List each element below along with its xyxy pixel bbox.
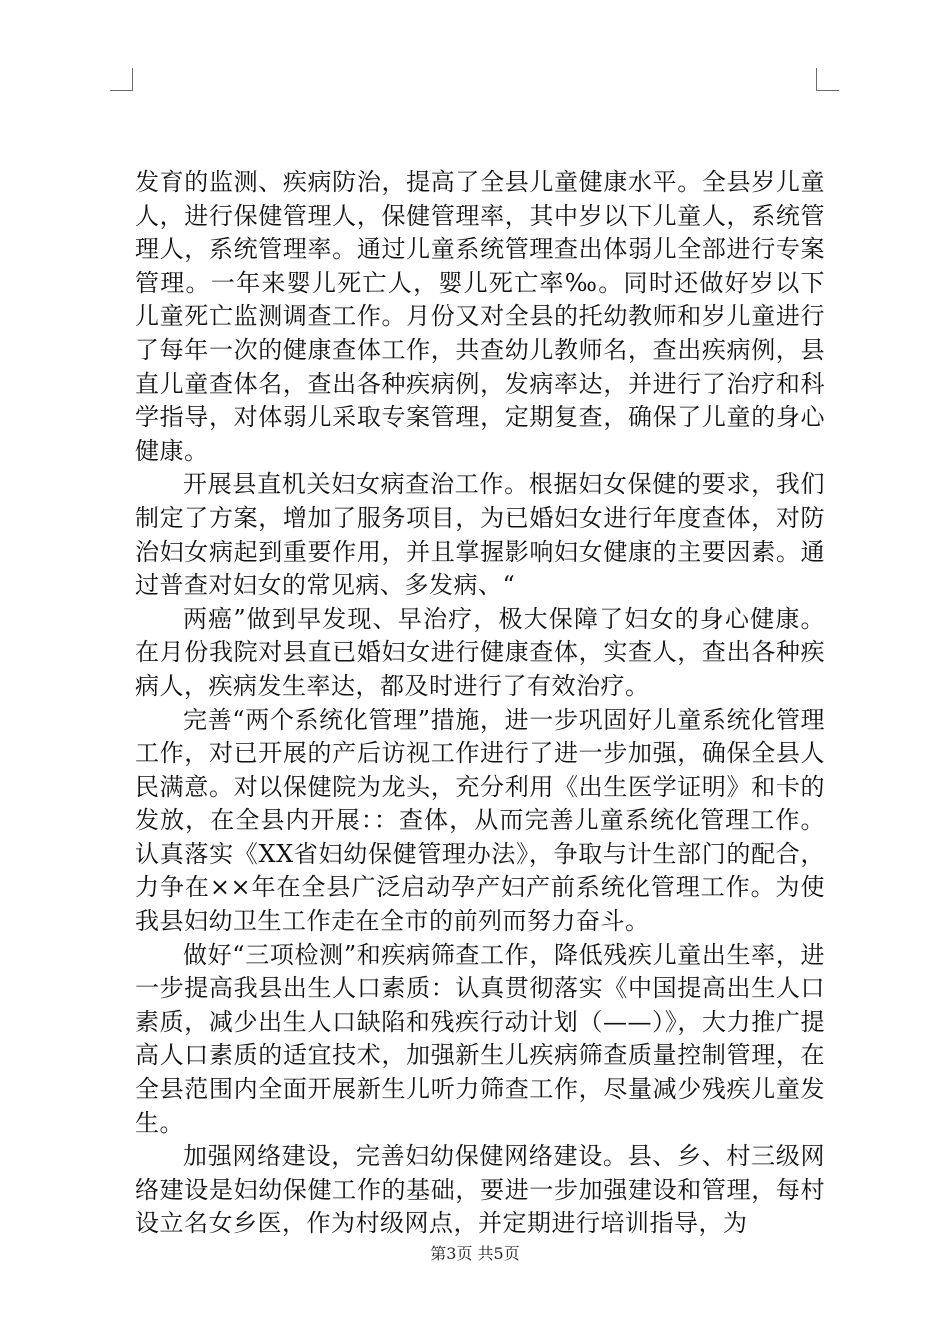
page-number: 第3页 共5页 xyxy=(430,1244,520,1263)
paragraph-child-health: 发育的监测、疾病防治，提高了全县儿童健康水平。全县岁儿童人，进行保健管理人，保健管理率，其中岁以下儿童人，系统管理人，系统管理率。通过儿童系统管理查出体弱儿全部进行专案管理。一年来婴儿死亡人，婴儿死亡率‰。同时还做好岁以下儿童死亡监测调查工作。月份又对全县的托幼教师和岁儿童进行了每年一次的健康查体工作，共查幼儿教师名，查出疾病例，县直儿童查体名，查出各种疾病例，发病率达，并进行了治疗和科学指导，对体弱儿采取专案管理，定期复查，确保了儿童的身心健康。 xyxy=(135,168,825,465)
paragraph-two-cancers: 两癌”做到早发现、早治疗，极大保障了妇女的身心健康。在月份我院对县直已婚妇女进行健康查体，实查人，查出各种疾病人，疾病发生率达，都及时进行了有效治疗。 xyxy=(135,604,825,700)
paragraph-system-management: 完善“两个系统化管理”措施，进一步巩固好儿童系统化管理工作，对已开展的产后访视工作进行了进一步加强，确保全县人民满意。对以保健院为龙头，充分利用《出生医学证明》和卡的发放，在全县内开展：：查体，从而完善儿童系统化管理工作。认真落实《XX省妇幼保健管理办法》，争取与计生部门的配合，力争在××年在全县广泛启动孕产妇产前系统化管理工作。为使我县妇幼卫生工作走在全市的前列而努力奋斗。 xyxy=(135,705,825,936)
paragraph-women-exam: 开展县直机关妇女病查治工作。根据妇女保健的要求，我们制定了方案，增加了服务项目，为已婚妇女进行年度查体，对防治妇女病起到重要作用，并且掌握影响妇女健康的主要因素。通过普查对妇女的常见病、多发病、“ xyxy=(135,470,825,600)
crop-mark-top-left xyxy=(110,68,133,91)
paragraph-network-building: 加强网络建设，完善妇幼保健网络建设。县、乡、村三级网络建设是妇幼保健工作的基础，要进一步加强建设和管理，每村设立名女乡医，作为村级网点，并定期进行培训指导，为 xyxy=(135,1142,825,1238)
crop-mark-top-right xyxy=(816,68,839,91)
document-body xyxy=(135,166,825,1241)
paragraph-three-tests: 做好“三项检测”和疾病筛查工作，降低残疾儿童出生率，进一步提高我县出生人口素质：认真贯彻落实《中国提高出生人口素质，减少出生人口缺陷和残疾行动计划（——）》，大力推广提高人口素质的适宜技术，加强新生儿疾病筛查质量控制管理，在全县范围内全面开展新生儿听力筛查工作，尽量减少残疾儿童发生。 xyxy=(135,940,825,1137)
